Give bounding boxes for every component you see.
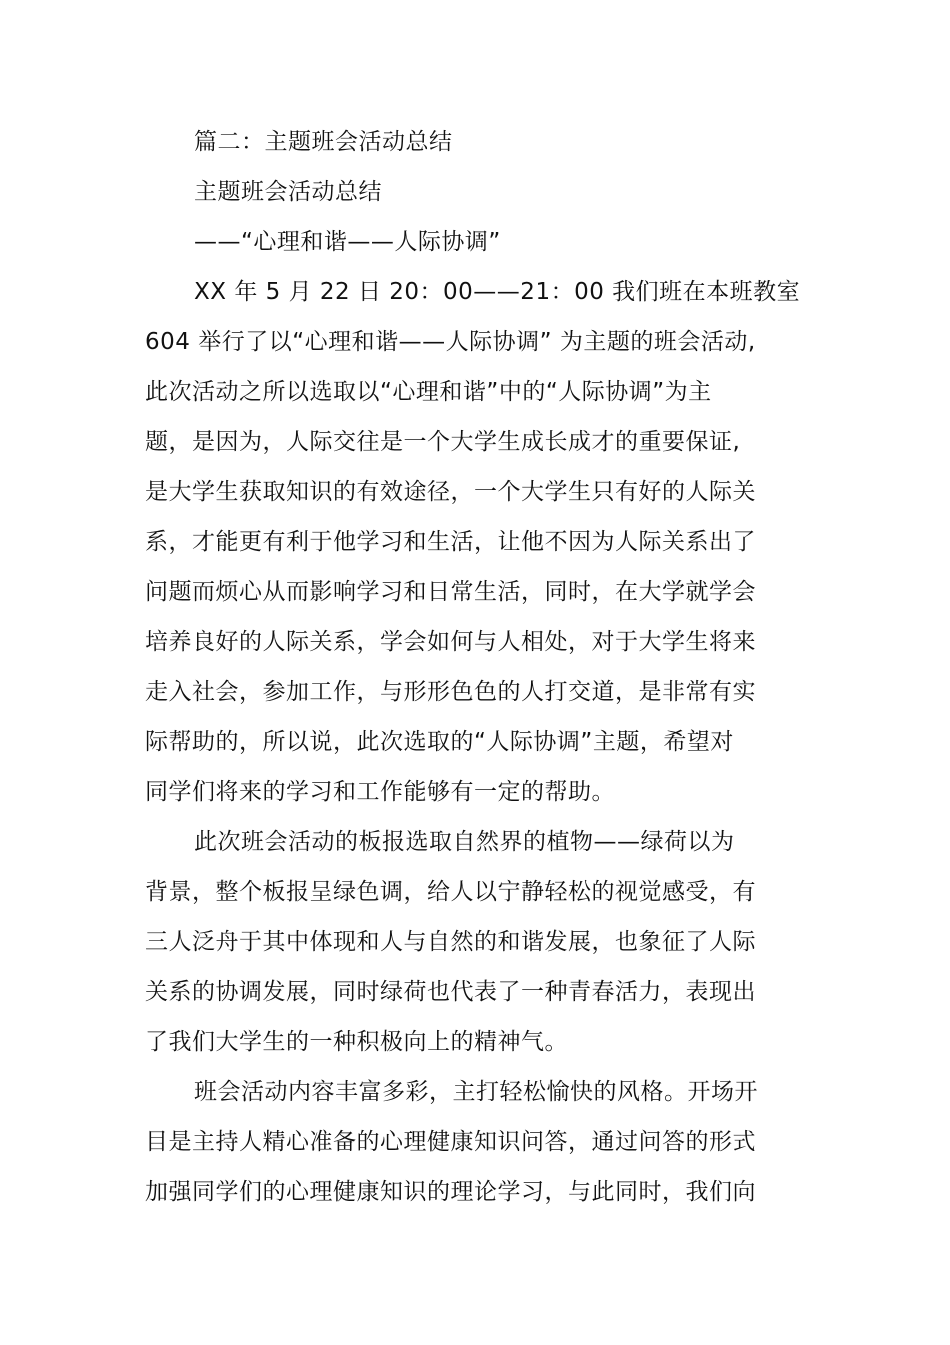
- paragraph-line: 是大学生获取知识的有效途径，一个大学生只有好的人际关: [145, 479, 756, 505]
- paragraph-line: 同学们将来的学习和工作能够有一定的帮助。: [145, 779, 615, 805]
- paragraph-line: 培养良好的人际关系，学会如何与人相处，对于大学生将来: [145, 629, 756, 655]
- paragraph-line: 此次活动之所以选取以“心理和谐”中的“人际协调”为主: [145, 379, 712, 405]
- document-title: 主题班会活动总结: [194, 179, 382, 205]
- paragraph-line: 604 举行了以“心理和谐——人际协调” 为主题的班会活动,: [145, 329, 756, 355]
- paragraph-line: 际帮助的，所以说，此次选取的“人际协调”主题，希望对: [145, 729, 734, 755]
- paragraph-line: 走入社会，参加工作，与形形色色的人打交道，是非常有实: [145, 679, 756, 705]
- paragraph-line: 加强同学们的心理健康知识的理论学习，与此同时，我们向: [145, 1179, 756, 1205]
- paragraph-line: 此次班会活动的板报选取自然界的植物——绿荷以为: [194, 829, 735, 855]
- paragraph-line: 背景，整个板报呈绿色调，给人以宁静轻松的视觉感受，有: [145, 879, 756, 905]
- paragraph-line: 关系的协调发展，同时绿荷也代表了一种青春活力，表现出: [145, 979, 756, 1005]
- paragraph-line: 班会活动内容丰富多彩，主打轻松愉快的风格。开场开: [194, 1079, 758, 1105]
- paragraph-line: 目是主持人精心准备的心理健康知识问答，通过问答的形式: [145, 1129, 756, 1155]
- paragraph-line: 三人泛舟于其中体现和人与自然的和谐发展，也象征了人际: [145, 929, 756, 955]
- paragraph-line: 了我们大学生的一种积极向上的精神气。: [145, 1029, 568, 1055]
- paragraph-line: 题，是因为，人际交往是一个大学生成长成才的重要保证,: [145, 429, 741, 455]
- document-subtitle: ——“心理和谐——人际协调”: [194, 229, 501, 255]
- paragraph-line: XX 年 5 月 22 日 20：00——21：00 我们班在本班教室: [194, 279, 801, 305]
- paragraph-line: 系，才能更有利于他学习和生活，让他不因为人际关系出了: [145, 529, 756, 555]
- section-header: 篇二：主题班会活动总结: [194, 129, 453, 155]
- paragraph-line: 问题而烦心从而影响学习和日常生活，同时，在大学就学会: [145, 579, 756, 605]
